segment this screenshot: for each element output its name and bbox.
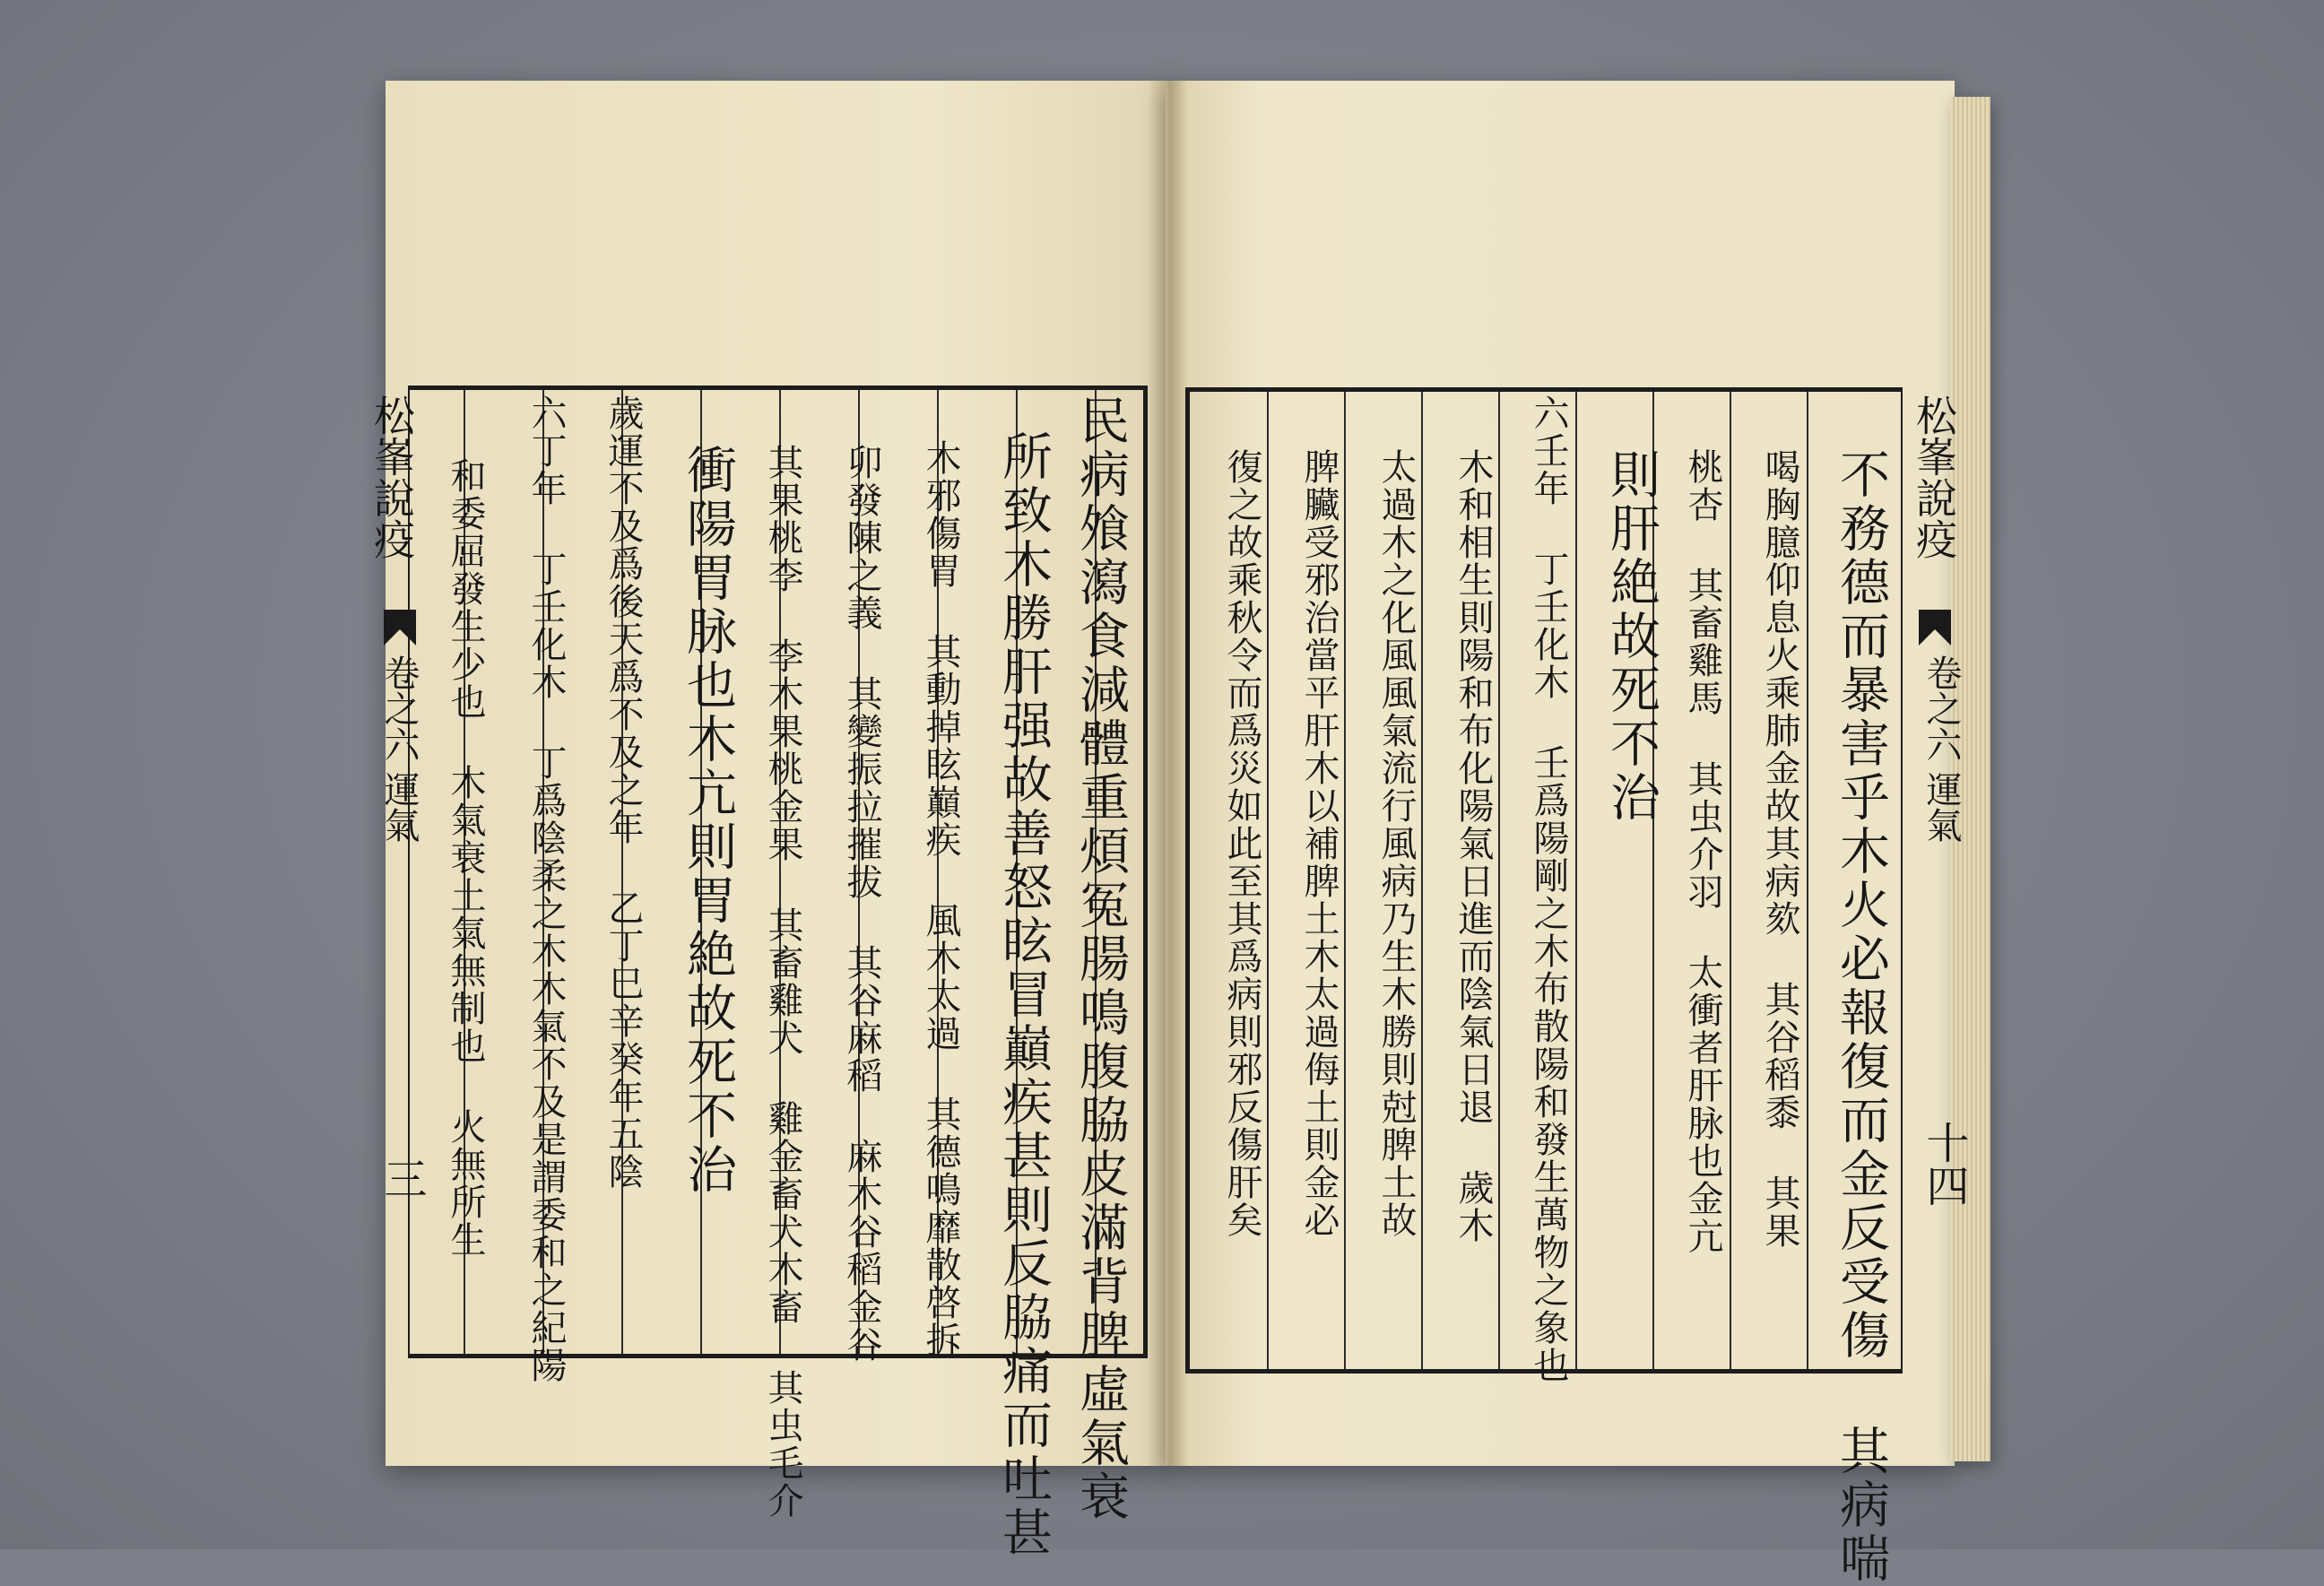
left-col-4: 卯發陳之義 其變振拉摧拔 其谷麻稻 麻木谷稻金谷	[841, 444, 882, 1364]
right-col-2: 喝胸臆仰息火乘肺金故其病欬 其谷稻黍 其果	[1759, 448, 1800, 1250]
left-page-number: 三	[377, 1157, 427, 1200]
right-col-8: 脾臟受邪治當平肝木以補脾土木太過侮土則金必	[1298, 448, 1340, 1239]
left-col-3: 木邪傷胃 其動掉眩巔疾 風木太過 其德鳴靡散啓拆	[920, 439, 961, 1359]
right-page-number: 十四	[1919, 1121, 1969, 1207]
right-col-7: 太過木之化風風氣流行風病乃生木勝則尅脾土故	[1375, 448, 1417, 1239]
right-col-1: 不務德而暴害乎木火必報復而金反受傷 其病喘	[1832, 448, 1890, 1586]
left-col-7: 歲運不及爲後天爲不及之年 乙丁巳辛癸年五陰	[603, 394, 644, 1191]
left-col-8: 六丁年 丁壬化木 丁爲陰柔之木木氣不及是謂委和之紀陽	[525, 394, 567, 1384]
left-banxin-section: 運氣	[378, 771, 420, 843]
right-col-4: 則肝絶故死不治	[1602, 448, 1661, 825]
right-banxin-volume: 卷之六	[1921, 654, 1962, 762]
left-banxin-volume: 卷之六	[378, 654, 420, 762]
right-col-5: 六壬年 丁壬化木 壬爲陽剛之木布散陽和發生萬物之象也	[1528, 394, 1569, 1384]
left-banxin-title: 松峯說疫	[368, 394, 416, 559]
right-col-6: 木和相生則陽和布化陽氣日進而陰氣日退 歲木	[1452, 448, 1494, 1244]
left-col-2: 所致木勝肝强故善怒眩冒巔疾甚則反脇痛而吐甚	[994, 430, 1053, 1560]
left-col-5: 其果桃李 李木果桃金果 其畜雞犬 雞金畜犬木畜 其虫毛介	[762, 444, 803, 1520]
right-col-9: 復之故乘秋令而爲災如此至其爲病則邪反傷肝矣	[1221, 448, 1262, 1239]
right-banxin-title: 松峯說疫	[1910, 394, 1958, 559]
left-col-9: 和委屈發生少也 木氣衰土氣無制也 火無所生	[445, 457, 486, 1259]
left-col-6: 衝陽胃脉也木亢則胃絶故死不治	[679, 444, 737, 1197]
book-spine	[1148, 81, 1188, 1466]
right-banxin-section: 運氣	[1921, 771, 1962, 843]
right-col-3: 桃杏 其畜雞馬 其虫介羽 太衝者肝脉也金亢	[1682, 448, 1723, 1255]
left-col-1: 民病飧瀉食減體重煩冤腸鳴腹脇皮滿背脾虛氣衰	[1071, 394, 1130, 1524]
